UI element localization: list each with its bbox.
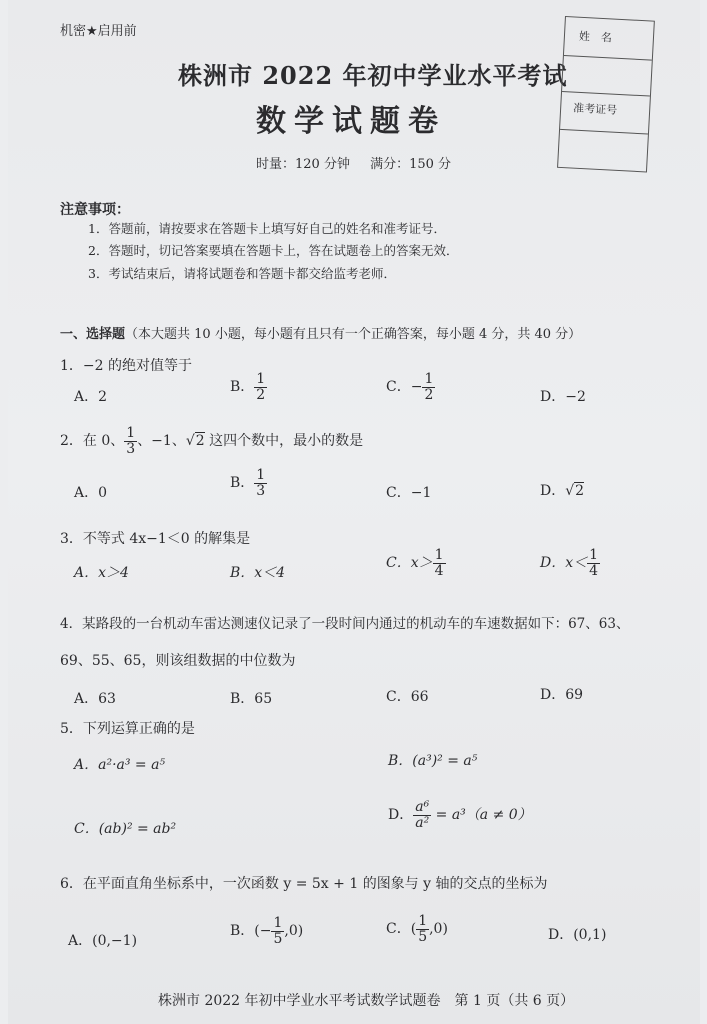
q2-option-c: C．−1 [386, 485, 432, 501]
q4-option-a: A．63 [74, 691, 116, 707]
q1-option-a: A．2 [74, 389, 108, 405]
notice-item: 1．答题前，请按要求在答题卡上填写好自己的姓名和准考证号． [88, 221, 446, 236]
section-desc: （本大题共 10 小题，每小题有且只有一个正确答案，每小题 4 分，共 40 分） [125, 327, 582, 342]
q6-option-a: A．(0,−1) [68, 933, 138, 949]
q3-option-b: B．x＜4 [230, 565, 286, 581]
notice-heading: 注意事项： [60, 202, 130, 218]
page-footer: 株洲市 2022 年初中学业水平考试数学试题卷 第 1 页（共 6 页） [158, 993, 575, 1009]
q5-option-c: C．(ab)² = ab² [74, 821, 177, 837]
notice-item: 2．答题时，切记答案要填在答题卡上，答在试题卷上的答案无效． [88, 243, 459, 258]
q5-option-a: A．a²·a³ = a⁵ [74, 757, 166, 773]
question-4-stem: 4．某路段的一台机动车雷达测速仪记录了一段时间内通过的机动车的车速数据如下：67、63、 [60, 616, 630, 632]
exam-meta [256, 153, 467, 172]
question-4-stem-cont: 69、55、65，则该组数据的中位数为 [60, 653, 296, 669]
q3-option-a: A．x＞4 [74, 565, 129, 581]
question-5-stem: 5．下列运算正确的是 [60, 721, 195, 737]
q2-option-d: D．√2 [540, 483, 585, 499]
notice-item: 3．考试结束后，请将试题卷和答题卡都交给监考老师． [88, 266, 396, 281]
q1-option-d: D．−2 [540, 389, 586, 405]
full-score: 满分：150 分 [370, 157, 452, 172]
question-2-stem: 2．在 0、 $\frac{1}{3}$ 、−1、√2 这四个数中，最小的数是 [60, 425, 364, 457]
q1-option-b: B． $\frac{1}{2}$ [230, 371, 266, 403]
exam-title: 株洲市 2022 年初中学业水平考试 [178, 61, 568, 90]
time-limit: 时量：120 分钟 [256, 157, 350, 172]
q3-option-c: C．x＞ $\frac{1}{4}$ [386, 547, 444, 579]
name-label: 姓 名 [578, 29, 613, 45]
q2-option-a: A．0 [74, 485, 108, 501]
q4-option-b: B．65 [230, 691, 273, 707]
section-heading [60, 323, 581, 342]
id-label: 准考证号 [572, 101, 618, 117]
q6-option-c: C．( $\frac{1}{5}$ ,0) [386, 913, 448, 945]
question-6-stem: 6．在平面直角坐标系中，一次函数 y = 5x + 1 的图象与 y 轴的交点的坐标为 [60, 876, 548, 892]
section-title: 一、选择题 [60, 327, 126, 342]
exam-paper [8, 0, 700, 1024]
name-id-box [557, 16, 655, 173]
question-3-stem: 3．不等式 4x−1＜0 的解集是 [60, 531, 251, 547]
q4-option-c: C．66 [386, 689, 429, 705]
q2-option-b: B． $\frac{1}{3}$ [230, 467, 266, 499]
question-1-stem: 1．−2 的绝对值等于 [60, 358, 192, 374]
q5-option-d: D． $\frac{\text{a⁶}}{\text{a²}}$ = a³（a ≠ 0） [388, 799, 532, 831]
q6-option-b: B．(− $\frac{1}{5}$ ,0) [230, 915, 304, 947]
paper-title: 数学试题卷 [256, 104, 446, 139]
q5-option-b: B．(a³)² = a⁵ [388, 753, 478, 769]
q4-option-d: D．69 [540, 687, 584, 703]
q1-option-c: C．− $\frac{1}{2}$ [386, 371, 434, 403]
q3-option-d: D．x＜ $\frac{1}{4}$ [540, 547, 599, 579]
secret-mark: 机密★启用前 [60, 24, 137, 39]
q6-option-d: D．(0,1) [548, 927, 607, 943]
